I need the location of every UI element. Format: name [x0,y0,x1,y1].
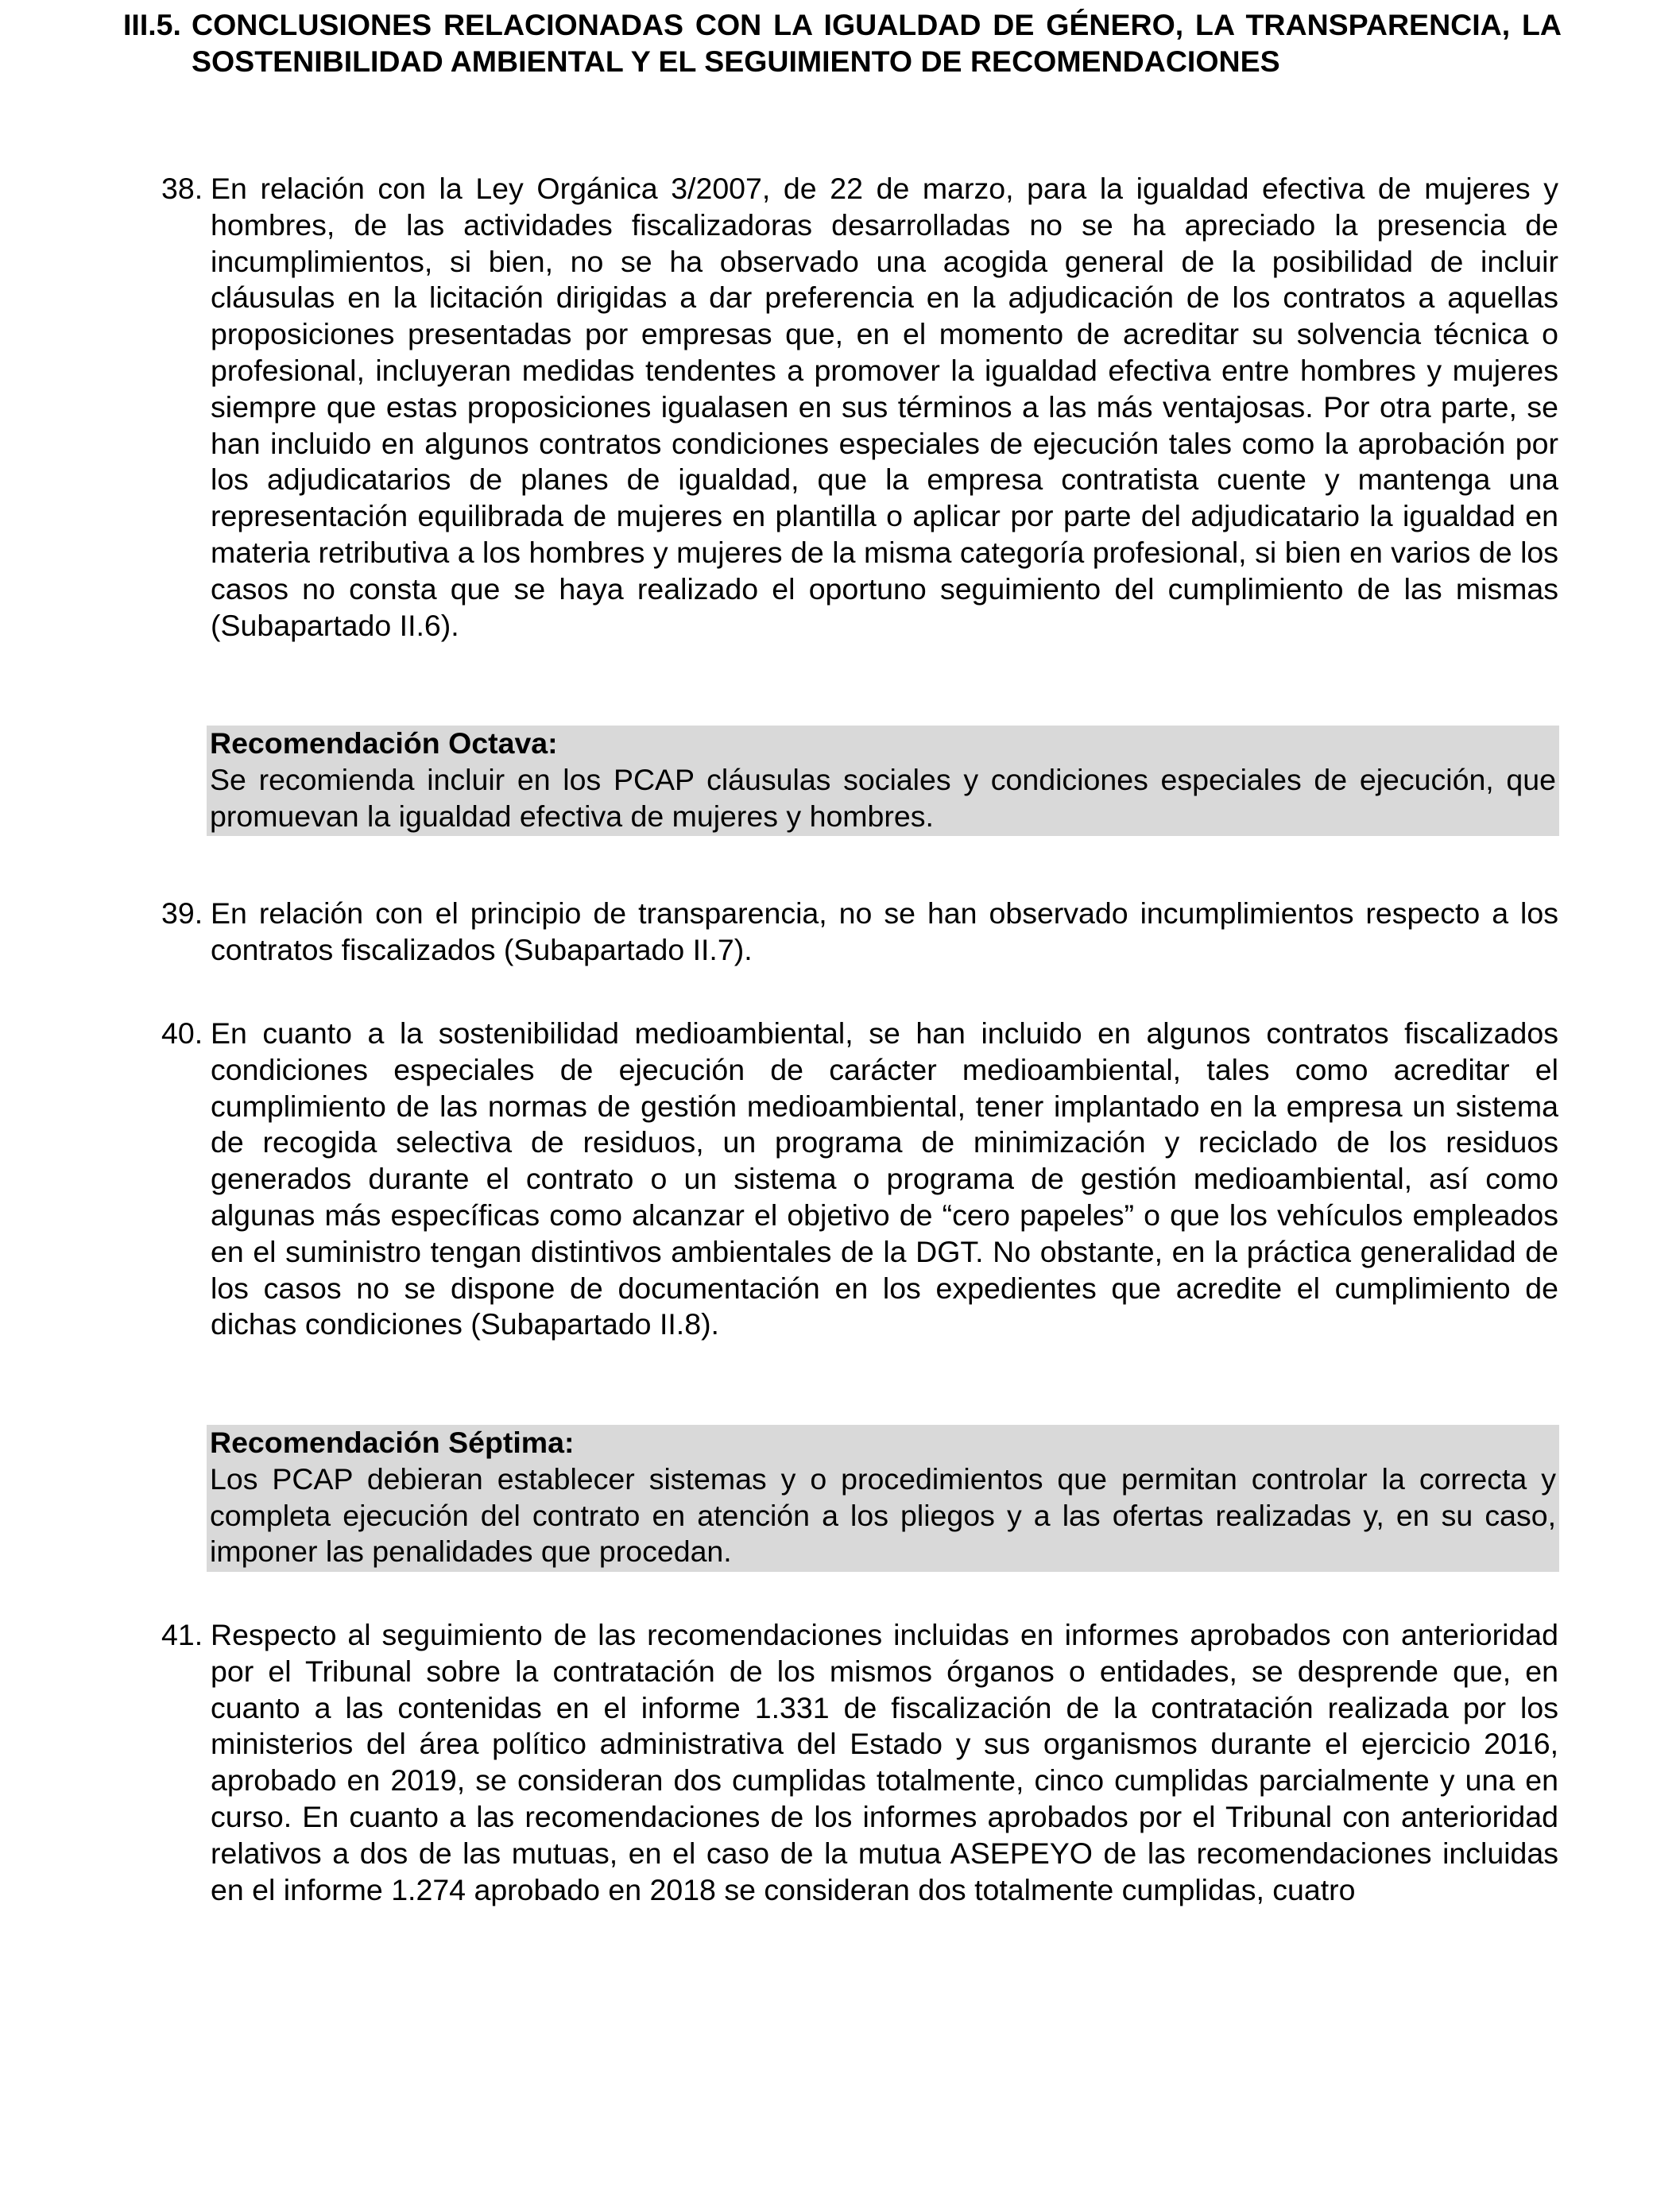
paragraph-number: 40. [161,1016,203,1050]
paragraph-text: En relación con el principio de transparencia, no se han observado incumplimientos respecto a los contratos fiscalizados (Subapartado II.7). [211,896,1558,966]
paragraph-text: En relación con la Ley Orgánica 3/2007, de 22 de marzo, para la igualdad efectiva de mujeres y hombres, de las actividades fiscalizadoras desarrolladas no se ha apreciado la presencia de incumplimientos, si bien, no se ha observado una acogida general de la posibilidad de incluir cláusulas en la licitación dirigidas a dar preferencia en la adjudicación de los contratos a aquellas proposiciones presentadas por empresas que, en el momento de acreditar su solvencia técnica o profesional, incluyeran medidas tendentes a promover la igualdad efectiva entre hombres y mujeres siempre que estas proposiciones igualasen en sus términos a las más ventajosas. Por otra parte, se han incluido en algunos contratos condiciones especiales de ejecución tales como la aprobación por los adjudicatarios de planes de igualdad, que la empresa contratista cuente y mantenga una representación equilibrada de mujeres en plantilla o aplicar por parte del adjudicatario la igualdad en materia retributiva a los hombres y mujeres de la misma categoría profesional, si bien en varios de los casos no consta que se haya realizado el oportuno seguimiento del cumplimiento de las mismas (Subapartado II.6). [211,172,1558,642]
recommendation-title: Recomendación Séptima: [210,1426,575,1459]
section-title: CONCLUSIONES RELACIONADAS CON LA IGUALDAD DE GÉNERO, LA TRANSPARENCIA, LA SOSTENIBILIDAD AMBIENTAL Y EL SEGUIMIENTO DE RECOMENDACIONES [192,8,1562,78]
recommendation-text: Los PCAP debieran establecer sistemas y o procedimientos que permitan controlar la correcta y completa ejecución del contrato en atención a los pliegos y a las ofertas realizadas y, en su caso, imponer las penalidades que procedan. [210,1461,1556,1569]
recommendation-octava [207,726,1559,836]
recommendation-septima [207,1425,1559,1572]
section-number: III.5. [123,8,181,41]
paragraph-text: Respecto al seguimiento de las recomendaciones incluidas en informes aprobados con anterioridad por el Tribunal sobre la contratación de los mismos órganos o entidades, se desprende que, en cuanto a las contenidas en el informe 1.331 de fiscalización de la contratación realizada por los ministerios del área político administrativa del Estado y sus organismos durante el ejercicio 2016, aprobado en 2019, se consideran dos cumplidas totalmente, cinco cumplidas parcialmente y una en curso. En cuanto a las recomendaciones de los informes aprobados por el Tribunal con anterioridad relativos a dos de las mutuas, en el caso de la mutua ASEPEYO de las recomendaciones incluidas en el informe 1.274 aprobado en 2018 se consideran dos totalmente cumplidas, cuatro [211,1618,1558,1906]
recommendation-title: Recomendación Octava: [210,726,558,760]
paragraph-number: 39. [161,896,203,930]
paragraph-number: 38. [161,172,203,205]
recommendation-text: Se recomienda incluir en los PCAP cláusulas sociales y condiciones especiales de ejecución, que promuevan la igualdad efectiva de mujeres y hombres. [210,762,1556,833]
paragraph-number: 41. [161,1618,203,1651]
paragraph-text: En cuanto a la sostenibilidad medioambiental, se han incluido en algunos contratos fiscalizados condiciones especiales de ejecución de carácter medioambiental, tales como acreditar el cumplimiento de las normas de gestión medioambiental, tener implantado en la empresa un sistema de recogida selectiva de residuos, un programa de minimización y reciclado de los residuos generados durante el contrato o un sistema o programa de gestión medioambiental, así como algunas más específicas como alcanzar el objetivo de “cero papeles” o que los vehículos empleados en el suministro tengan distintivos ambientales de la DGT. No obstante, en la práctica generalidad de los casos no se dispone de documentación en los expedientes que acredite el cumplimiento de dichas condiciones (Subapartado II.8). [211,1016,1558,1341]
